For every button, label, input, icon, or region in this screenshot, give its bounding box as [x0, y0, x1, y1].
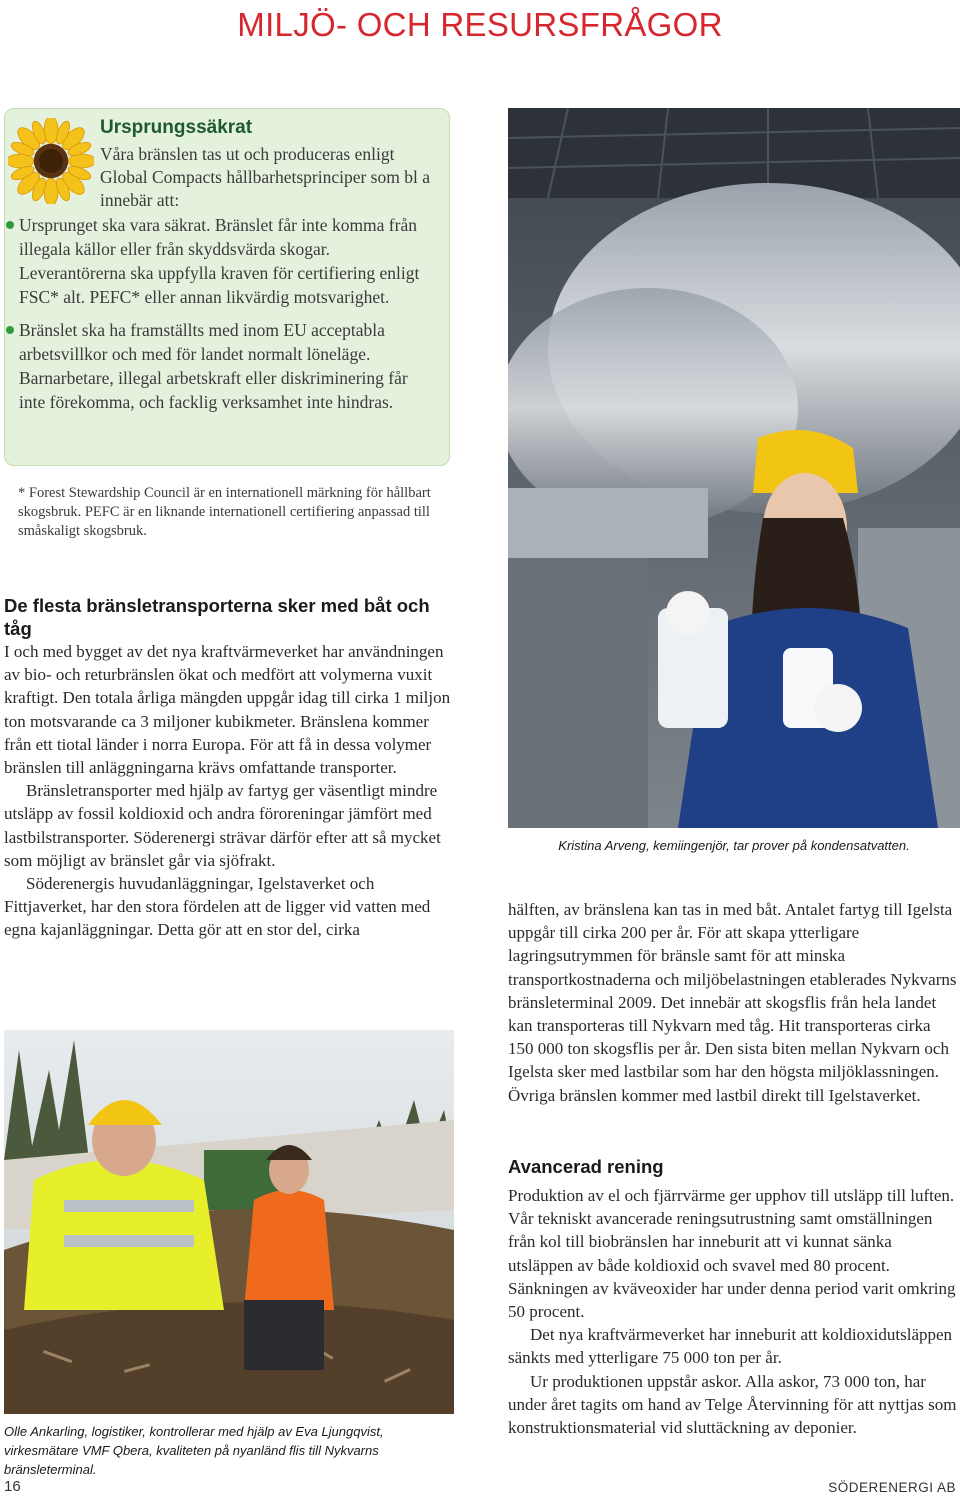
body-column-right-2	[508, 1184, 958, 1439]
bullet-dot-icon	[6, 326, 14, 334]
body-column-right	[508, 898, 958, 1107]
sunflower-icon	[8, 118, 94, 204]
body-column-left	[4, 640, 454, 942]
info-box-title: Ursprungssäkrat	[100, 117, 253, 138]
paragraph: Bränsletransporter med hjälp av fartyg ger väsentligt mindre utsläpp av fossil koldioxid och andra föroreningar jämfört med lastbilstransporter. Söderenergi strävar därför efter att så mycket som möjligt av bränslet går via sjöfrakt.	[4, 781, 441, 870]
page-number: 16	[4, 1478, 21, 1495]
photo-illustration	[508, 108, 960, 828]
paragraph: I och med bygget av det nya kraftvärmeverket har användningen av bio- och returbränslen ökat och medfört att volymerna vuxit kraftigt. Den totala årliga mängden uppgår idag till cirka 1 miljon ton motsvarande ca 3 miljoner kubikmeter. Bränslena kommer från ett tiotal länder i norra Europa. För att få in dessa volymer bränslen till anläggningarna krävs omfattande transporter.	[4, 642, 451, 778]
photo-engineer-with-samples	[508, 108, 960, 828]
info-box-intro: Våra bränslen tas ut och produceras enligt Global Compacts hållbarhetsprinciper som bl a innebär att:	[100, 144, 430, 210]
paragraph: Söderenergis huvudanläggningar, Igelstaverket och Fittjaverket, har den stora fördelen att de ligger vid vatten med egna kajanläggningar. Detta gör att en stor del, cirka	[4, 874, 431, 940]
section-heading-rening: Avancerad rening	[508, 1156, 664, 1177]
photo2-caption: Olle Ankarling, logistiker, kontrollerar med hjälp av Eva Ljungqvist, virkesmätare VMF Qbera, kvaliteten på nyanländ flis till Nykvarns bränsleterminal.	[4, 1424, 384, 1477]
brand-name: SÖDERENERGI AB	[828, 1480, 956, 1495]
photo-fuel-terminal-workers	[4, 1030, 454, 1414]
bullet-item: Bränslet ska ha framställts med inom EU acceptabla arbetsvillkor och med för landet normalt löneläge. Barnarbetare, illegal arbetskraft eller diskriminering får inte förekomma, och facklig verksamhet inte hindras.	[4, 318, 434, 414]
photo1-caption: Kristina Arveng, kemiingenjör, tar prover på kondensatvatten.	[558, 838, 910, 853]
paragraph: Produktion av el och fjärrvärme ger upphov till utsläpp till luften. Vår tekniskt avancerade reningsutrustning samt omställningen från kol till biobränslen har inneburit att vi kunnat sänka utsläppen av både koldioxid och svavel med 80 procent. Sänkningen av kväveoxider har under denna period varit omkring 50 procent.	[508, 1186, 956, 1322]
section-heading-transport: De flesta bränsletransporterna sker med båt och tåg	[4, 595, 430, 639]
paragraph: hälften, av bränslena kan tas in med båt. Antalet fartyg till Igelsta uppgår till cirka 200 per år. För att skapa ytterligare lagringsutrymmen för bränsle samt för att minska transportkostnaderna och miljöbelastningen etablerades Nykvarns bränsleterminal 2009. Det innebär att skogsflis från hela landet kan transporteras till Nykvarn med tåg. Hit transporteras cirka 150 000 ton skogsflis per år. Den sista biten mellan Nykvarn och Igelsta sker med lastbilar som har den högsta miljöklassningen. Övriga bränslen kommer med lastbil direkt till Igelstaverket.	[508, 900, 957, 1105]
bullet-item: Ursprunget ska vara säkrat. Bränslet får inte komma från illegala källor eller från skyddsvärda skogar. Leverantörerna ska uppfylla kraven för certifiering enligt FSC* alt. PEFC* eller annan likvärdig motsvarighet.	[4, 213, 434, 309]
bullet-dot-icon	[6, 221, 14, 229]
page-title: MILJÖ- OCH RESURSFRÅGOR	[237, 6, 723, 43]
footnote: * Forest Stewardship Council är en internationell märkning för hållbart skogsbruk. PEFC är en liknande internationell certifiering anpassad till småskaligt skogsbruk.	[18, 485, 431, 539]
paragraph: Ur produktionen uppstår askor. Alla askor, 73 000 ton, har under året tagits om hand av Telge Återvinning för att nyttjas som konstruktionsmaterial vid sluttäckning av deponier.	[508, 1371, 957, 1438]
paragraph: Det nya kraftvärmeverket har inneburit att koldioxidutsläppen sänkts med ytterligare 75 000 ton per år.	[508, 1325, 953, 1368]
photo-illustration	[4, 1030, 454, 1414]
info-box-bullets	[4, 213, 434, 423]
